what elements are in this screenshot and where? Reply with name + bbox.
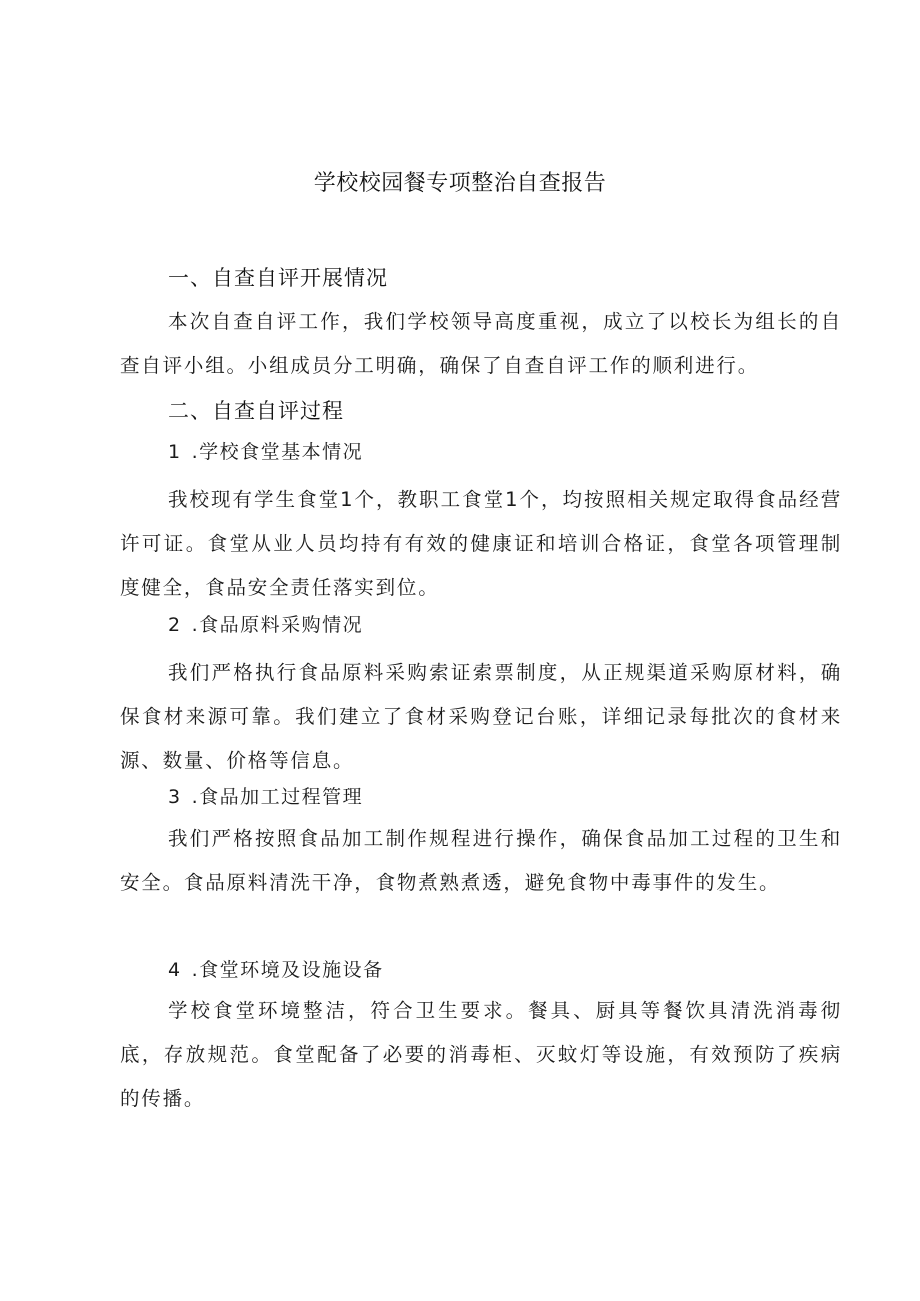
subsection-label: .学校食堂基本情况 xyxy=(191,441,364,463)
document-title: 学校校园餐专项整治自查报告 xyxy=(313,171,607,196)
subsection-number: 2 xyxy=(168,614,182,636)
section-1-paragraph: 本次自查自评工作，我们学校领导高度重视，成立了以校长为组长的自查自评小组。小组成员分工明确，确保了自查自评工作的顺利进行。 xyxy=(120,310,842,377)
subsection-label: .食堂环境及设施设备 xyxy=(191,959,384,981)
subsection-1-paragraph: 我校现有学生食堂1个，教职工食堂1个，均按照相关规定取得食品经营许可证。食堂从业人员均持有有效的健康证和培训合格证，食堂各项管理制度健全，食品安全责任落实到位。 xyxy=(120,488,842,599)
section-heading-1: 一、自查自评开展情况 xyxy=(168,266,388,290)
subsection-heading-4 xyxy=(168,955,384,982)
section-heading-2: 二、自查自评过程 xyxy=(168,399,344,423)
subsection-heading-1 xyxy=(168,437,363,464)
subsection-number: 1 xyxy=(168,441,182,463)
subsection-heading-3 xyxy=(168,782,363,809)
subsection-2-paragraph: 我们严格执行食品原料采购索证索票制度，从正规渠道采购原材料，确保食材来源可靠。我们建立了食材采购登记台账，详细记录每批次的食材来源、数量、价格等信息。 xyxy=(120,661,842,772)
subsection-label: .食品加工过程管理 xyxy=(191,786,364,808)
subsection-number: 3 xyxy=(168,786,182,808)
subsection-number: 4 xyxy=(168,959,182,981)
subsection-3-paragraph: 我们严格按照食品加工制作规程进行操作，确保食品加工过程的卫生和安全。食品原料清洗干净，食物煮熟煮透，避免食物中毒事件的发生。 xyxy=(120,827,842,894)
subsection-label: .食品原料采购情况 xyxy=(191,614,364,636)
subsection-heading-2 xyxy=(168,610,363,637)
subsection-4-paragraph: 学校食堂环境整洁，符合卫生要求。餐具、厨具等餐饮具清洗消毒彻底，存放规范。食堂配备了必要的消毒柜、灭蚊灯等设施，有效预防了疾病的传播。 xyxy=(120,999,842,1110)
